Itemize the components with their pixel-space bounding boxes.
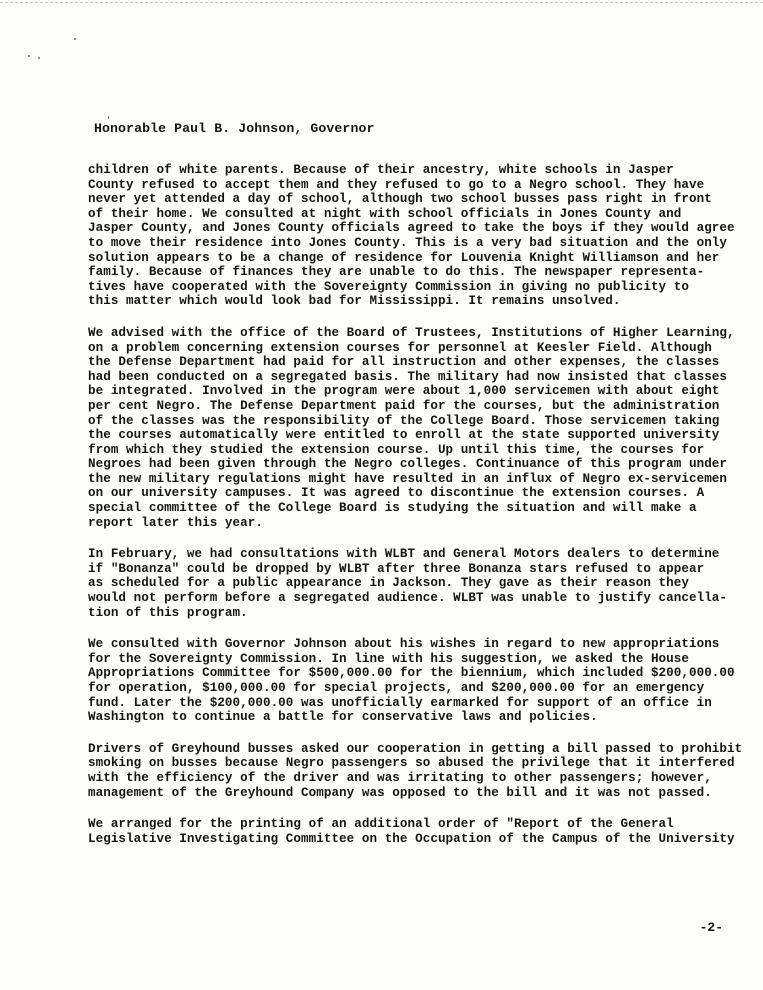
text-line: the courses automatically were entitled to enroll at the state supported university bbox=[88, 428, 720, 443]
text-line: per cent Negro. The Defense Department paid for the courses, but the administration bbox=[88, 398, 720, 413]
text-line: solution appears to be a change of residence for Louvenia Knight Williamson and her bbox=[88, 250, 720, 265]
text-line: for the Sovereignty Commission. In line with his suggestion, we asked the House bbox=[88, 651, 689, 666]
text-line: with the efficiency of the driver and was irritating to other passengers; however, bbox=[88, 770, 712, 785]
text-line: be integrated. Involved in the program were about 1,000 servicemen with about eight bbox=[88, 384, 720, 399]
addressee-line: Honorable Paul B. Johnson, Governor bbox=[94, 121, 375, 136]
text-line: We advised with the office of the Board of Trustees, Institutions of Higher Learning, bbox=[88, 325, 735, 340]
text-line: on our university campuses. It was agreed to discontinue the extension courses. A bbox=[88, 486, 705, 501]
text-line: this matter which would look bad for Mississippi. It remains unsolved. bbox=[88, 294, 621, 309]
text-line: special committee of the College Board is studying the situation and will make a bbox=[88, 501, 697, 516]
scan-speck bbox=[28, 55, 30, 57]
text-line: Washington to continue a battle for conservative laws and policies. bbox=[88, 710, 598, 725]
text-line: We arranged for the printing of an additional order of "Report of the General bbox=[88, 817, 674, 832]
text-line: had been conducted on a segregated basis. The military had now insisted that classes bbox=[88, 369, 728, 384]
text-line: as scheduled for a public appearance in Jackson. They gave as their reason they bbox=[88, 576, 689, 591]
text-line: from which they studied the extension course. Up until this time, the courses for bbox=[88, 442, 705, 457]
text-line: children of white parents. Because of their ancestry, white schools in Jasper bbox=[88, 163, 674, 177]
text-line: report later this year. bbox=[88, 515, 263, 530]
text-line: County refused to accept them and they refused to go to a Negro school. They have bbox=[88, 177, 705, 192]
text-line: smoking on busses because Negro passengers so abused the privilege that it interfered bbox=[88, 756, 735, 771]
text-line: for operation, $100,000.00 for special projects, and $200,000.00 for an emergency bbox=[88, 681, 705, 695]
text-line: to move their residence into Jones County. This is a very bad situation and the only bbox=[88, 235, 728, 250]
text-line: Negroes had been given through the Negro colleges. Continuance of this program under bbox=[88, 457, 728, 472]
scan-speck bbox=[74, 38, 76, 40]
text-line: tives have cooperated with the Sovereignty Commission in giving no publicity to bbox=[88, 279, 689, 294]
text-line: Legislative Investigating Committee on the Occupation of the Campus of the University bbox=[88, 831, 735, 846]
text-line: tion of this program. bbox=[88, 605, 248, 620]
scan-speck bbox=[38, 57, 40, 59]
text-line: of their home. We consulted at night with school officials in Jones County and bbox=[88, 206, 682, 221]
body-paragraph bbox=[88, 163, 738, 309]
text-line: fund. Later the $200,000.00 was unofficially earmarked for support of an office in bbox=[88, 695, 712, 710]
body-paragraph bbox=[88, 547, 738, 620]
text-line: if "Bonanza" could be dropped by WLBT after three Bonanza stars refused to appear bbox=[88, 561, 705, 576]
text-line: In February, we had consultations with WLBT and General Motors dealers to determine bbox=[88, 547, 720, 562]
page-number: -2- bbox=[699, 920, 723, 935]
body-paragraph bbox=[88, 326, 738, 530]
text-line: Appropriations Committee for $500,000.00 for the biennium, which included $200,000.00 bbox=[88, 666, 735, 681]
text-line: family. Because of finances they are unable to do this. The newspaper representa- bbox=[88, 265, 705, 280]
top-edge-rule bbox=[0, 2, 763, 3]
text-line: would not perform before a segregated audience. WLBT was unable to justify cancella- bbox=[88, 591, 728, 606]
body-paragraph bbox=[88, 637, 738, 725]
text-line: management of the Greyhound Company was opposed to the bill and it was not passed. bbox=[88, 785, 712, 800]
body-paragraph bbox=[88, 741, 743, 800]
scan-speck bbox=[108, 116, 109, 119]
text-line: Drivers of Greyhound busses asked our cooperation in getting a bill passed to prohibit bbox=[88, 741, 743, 756]
text-line: on a problem concerning extension courses for personnel at Keesler Field. Although bbox=[88, 340, 712, 355]
letter-body bbox=[88, 163, 743, 863]
text-line: of the classes was the responsibility of the College Board. Those servicemen taking bbox=[88, 413, 720, 428]
text-line: never yet attended a day of school, although two school busses pass right in front bbox=[88, 192, 712, 207]
text-line: the new military regulations might have resulted in an influx of Negro ex-servicemen bbox=[88, 471, 728, 486]
body-paragraph bbox=[88, 817, 738, 846]
text-line: Jasper County, and Jones County officials agreed to take the boys if they would agree bbox=[88, 221, 735, 236]
text-line: the Defense Department had paid for all instruction and other expenses, the classes bbox=[88, 355, 720, 370]
text-line: We consulted with Governor Johnson about his wishes in regard to new appropriations bbox=[88, 637, 720, 652]
